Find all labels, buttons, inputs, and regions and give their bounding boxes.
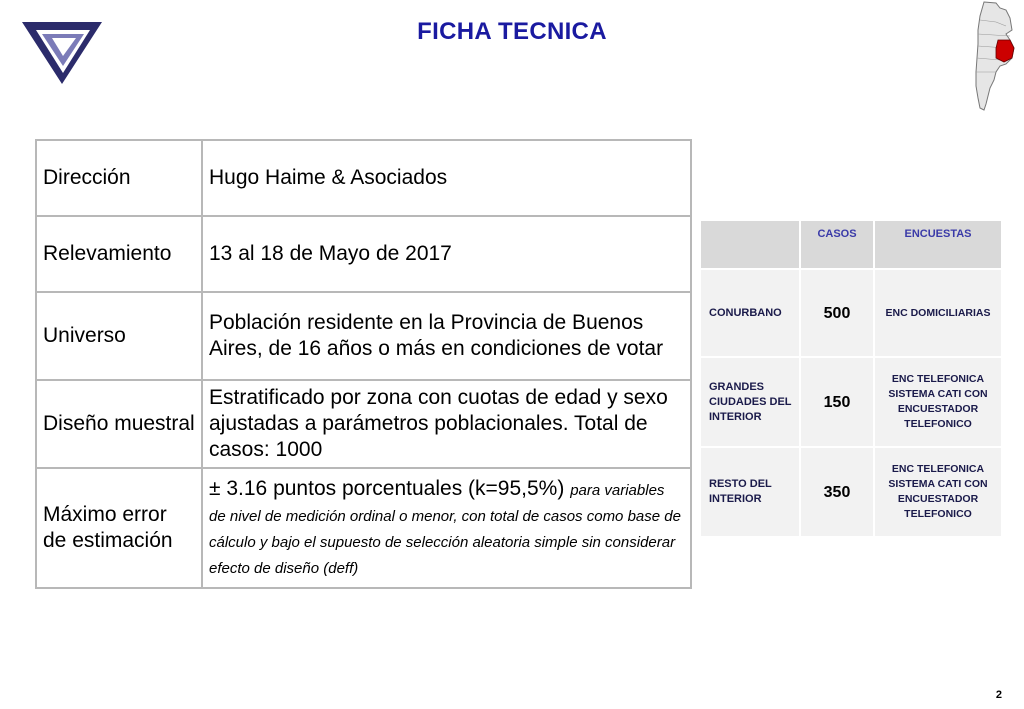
zone-cell: CONURBANO xyxy=(701,270,799,356)
casos-cell: 150 xyxy=(801,358,873,446)
table-header-row xyxy=(701,221,1001,268)
table-row xyxy=(36,468,691,588)
encuesta-cell: ENC TELEFONICA SISTEMA CATI CON ENCUESTADOR TELEFONICO xyxy=(875,358,1001,446)
casos-cell: 350 xyxy=(801,448,873,536)
table-row xyxy=(36,216,691,292)
error-label: Máximo error de estimación xyxy=(36,468,202,588)
direccion-value: Hugo Haime & Asociados xyxy=(202,140,691,216)
header-casos: CASOS xyxy=(801,221,873,268)
table-row xyxy=(701,358,1001,446)
encuesta-cell: ENC DOMICILIARIAS xyxy=(875,270,1001,356)
page-number: 2 xyxy=(995,689,1002,701)
relevamiento-label: Relevamiento xyxy=(36,216,202,292)
casos-cell: 500 xyxy=(801,270,873,356)
table-row xyxy=(36,140,691,216)
header-encuestas: ENCUESTAS xyxy=(875,221,1001,268)
universo-value: Población residente en la Provincia de Buenos Aires, de 16 años o más en condiciones de votar xyxy=(202,292,691,380)
error-value-note: para variables de nivel de medición ordinal o menor, con total de casos como base de cálculo y bajo el supuesto de selección aleatoria simple sin considerar efecto de diseño (deff) xyxy=(209,482,681,577)
casos-table xyxy=(699,219,1003,538)
zone-cell: RESTO DEL INTERIOR xyxy=(701,448,799,536)
table-row xyxy=(701,270,1001,356)
diseno-label: Diseño muestral xyxy=(36,380,202,468)
universo-label: Universo xyxy=(36,292,202,380)
error-value-main: ± 3.16 puntos porcentuales (k=95,5%) xyxy=(209,477,565,500)
page-title: FICHA TECNICA xyxy=(417,18,607,45)
zone-cell: GRANDES CIUDADES DEL INTERIOR xyxy=(701,358,799,446)
direccion-label: Dirección xyxy=(36,140,202,216)
diseno-value: Estratificado por zona con cuotas de edad y sexo ajustadas a parámetros poblacionales. Total de casos: 1000 xyxy=(202,380,691,468)
encuesta-cell: ENC TELEFONICA SISTEMA CATI CON ENCUESTADOR TELEFONICO xyxy=(875,448,1001,536)
table-row xyxy=(36,380,691,468)
header-empty xyxy=(701,221,799,268)
table-row xyxy=(36,292,691,380)
table-row xyxy=(701,448,1001,536)
relevamiento-value: 13 al 18 de Mayo de 2017 xyxy=(202,216,691,292)
argentina-map-icon xyxy=(966,0,1021,112)
error-value xyxy=(202,468,691,588)
ficha-tecnica-table xyxy=(35,139,692,589)
